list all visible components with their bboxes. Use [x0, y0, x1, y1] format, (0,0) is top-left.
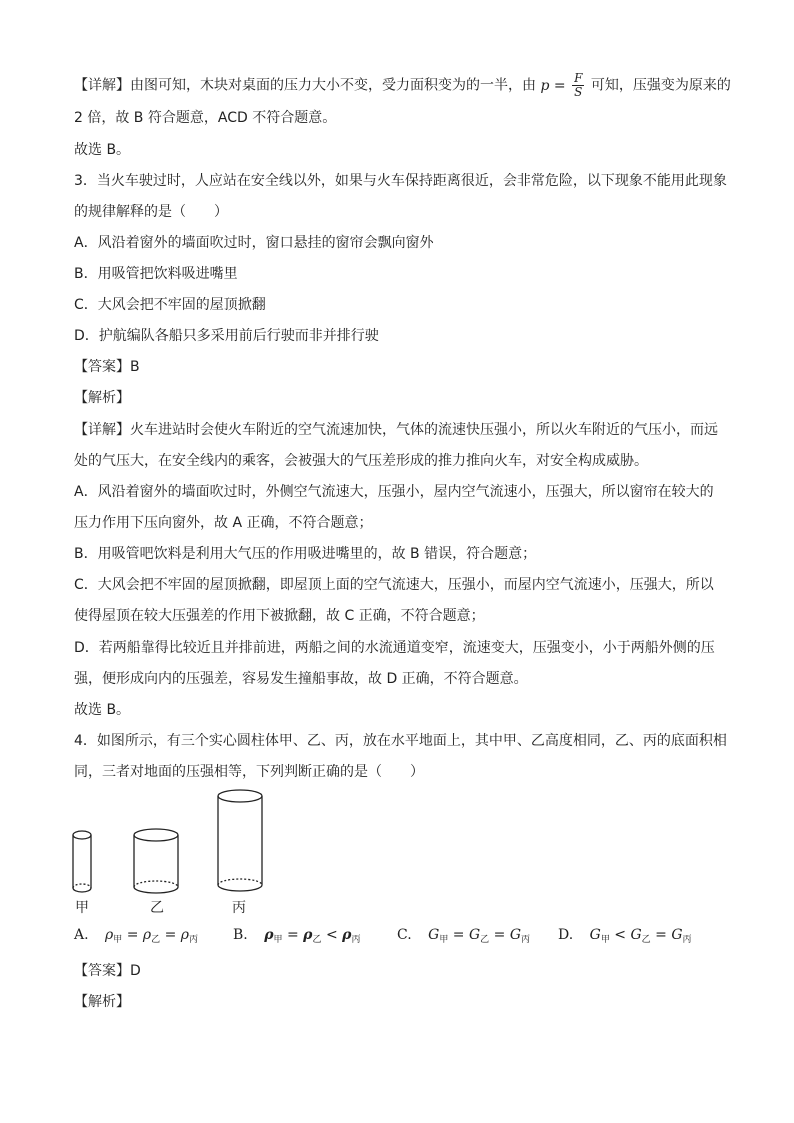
q4-stem-line-2: 同，三者对地面的压强相等，下列判断正确的是（ ）	[74, 764, 424, 780]
symbol: ρ	[342, 927, 352, 943]
symbol: G	[589, 927, 601, 943]
q4-answer: 【答案】D	[74, 963, 141, 979]
cylinder-yi	[134, 829, 178, 893]
q4-option-c	[397, 925, 530, 950]
cylinder-label-bing: 丙	[232, 900, 246, 916]
operator: <	[325, 927, 338, 943]
q4-analysis-heading: 【解析】	[74, 994, 130, 1010]
symbol: G	[509, 927, 521, 943]
q3-explain-c-line-2: 使得屋顶在较大压强差的作用下被掀翻，故 C 正确，不符合题意；	[74, 608, 485, 624]
detail-text-pre: 由图可知，木块对桌面的压力大小不变，受力面积变为的一半，由	[130, 77, 536, 94]
operator: <	[614, 927, 627, 943]
operator: =	[286, 927, 299, 943]
q3-option-a: A．风沿着窗外的墙面吹过时，窗口悬挂的窗帘会飘向窗外	[74, 235, 434, 251]
operator: =	[164, 927, 177, 943]
pressure-formula	[540, 71, 590, 99]
q3-conclusion: 故选 B。	[74, 702, 131, 718]
q3-explain-d-line-2: 强，便形成向内的压强差，容易发生撞船事故，故 D 正确，不符合题意。	[74, 671, 528, 687]
subscript: 甲	[113, 935, 123, 945]
operator: =	[493, 927, 506, 943]
subscript: 甲	[273, 935, 283, 945]
operator: =	[655, 927, 667, 943]
q3-detail-line-1: 【详解】火车进站时会使火车附近的空气流速加快，气体的流速快压强小，所以火车附近的气压小，而远	[74, 422, 718, 438]
subscript: 丙	[682, 935, 692, 945]
subscript: 乙	[480, 935, 490, 945]
cylinder-jia	[73, 831, 91, 892]
symbol: G	[630, 927, 642, 943]
q3-option-c: C．大风会把不牢固的屋顶掀翻	[74, 297, 266, 313]
q3-option-b: B．用吸管把饮料吸进嘴里	[74, 266, 238, 282]
q4-option-d-label: D.	[558, 927, 574, 943]
subscript: 甲	[439, 935, 449, 945]
q3-option-d: D．护航编队各船只多采用前后行驶而非并排行驶	[74, 328, 379, 344]
q4-option-a	[74, 925, 198, 950]
formula-lhs: p	[540, 77, 550, 94]
formula-denominator: S	[574, 85, 583, 99]
symbol: G	[428, 927, 440, 943]
subscript: 丙	[351, 935, 361, 945]
subscript: 丙	[521, 935, 531, 945]
q3-explain-d-line-1: D．若两船靠得比较近且并排前进，两船之间的水流通道变窄，流速变大，压强变小，小于两船外侧的压	[74, 640, 715, 656]
conclusion-q2: 故选 B。	[74, 142, 131, 158]
subscript: 乙	[151, 935, 161, 945]
q3-explain-a-line-2: 压力作用下压向窗外，故 A 正确，不符合题意；	[74, 515, 373, 531]
q4-option-b	[233, 925, 360, 950]
cylinder-label-yi: 乙	[150, 900, 164, 916]
subscript: 乙	[641, 935, 651, 945]
q3-explain-b: B．用吸管吧饮料是利用大气压的作用吸进嘴里的，故 B 错误，符合题意；	[74, 546, 537, 562]
operator: =	[452, 927, 465, 943]
symbol: ρ	[180, 927, 190, 943]
detail-line-1	[74, 72, 731, 99]
q3-explain-a-line-1: A．风沿着窗外的墙面吹过时，外侧空气流速大，压强小，屋内空气流速小，压强大，所以窗帘在较大的	[74, 484, 714, 500]
symbol: ρ	[303, 927, 313, 943]
subscript: 乙	[312, 935, 322, 945]
q3-answer: 【答案】B	[74, 359, 140, 375]
q4-option-c-label: C.	[397, 927, 412, 943]
q3-stem-line-2: 的规律解释的是（ ）	[74, 204, 228, 220]
q4-option-a-label: A.	[74, 927, 89, 943]
symbol: G	[468, 927, 481, 943]
subscript: 甲	[600, 935, 610, 945]
q3-detail-line-2: 处的气压大，在安全线内的乘客，会被强大的气压差形成的推力推向火车，对安全构成威胁。	[74, 453, 648, 469]
detail-tag: 【详解】	[74, 77, 130, 94]
q3-analysis-heading: 【解析】	[74, 390, 130, 406]
symbol: G	[671, 927, 683, 943]
formula-eq: =	[553, 77, 566, 94]
formula-numerator: F	[574, 71, 583, 85]
cylinders-figure	[60, 785, 290, 895]
cylinder-bing	[218, 790, 262, 891]
detail-line-2: 2 倍，故 B 符合题意，ACD 不符合题意。	[74, 110, 337, 126]
q4-option-b-label: B.	[233, 927, 248, 943]
detail-text-post: 可知，压强变为原来的	[590, 77, 731, 94]
q3-explain-c-line-1: C．大风会把不牢固的屋顶掀翻，即屋顶上面的空气流速大，压强小，而屋内空气流速小，压强大，所以	[74, 577, 714, 593]
operator: =	[126, 927, 139, 943]
formula-fraction	[572, 72, 584, 99]
q4-stem-line-1: 4．如图所示，有三个实心圆柱体甲、乙、丙，放在水平地面上，其中甲、乙高度相同，乙、丙的底面积相	[74, 733, 727, 749]
symbol: ρ	[105, 927, 114, 943]
q3-stem-line-1: 3．当火车驶过时，人应站在安全线以外，如果与火车保持距离很近，会非常危险，以下现象不能用此现象	[74, 173, 727, 189]
symbol: ρ	[264, 927, 274, 943]
subscript: 丙	[189, 935, 199, 945]
symbol: ρ	[142, 927, 152, 943]
q4-option-d	[558, 925, 692, 950]
cylinder-label-jia: 甲	[75, 900, 89, 916]
